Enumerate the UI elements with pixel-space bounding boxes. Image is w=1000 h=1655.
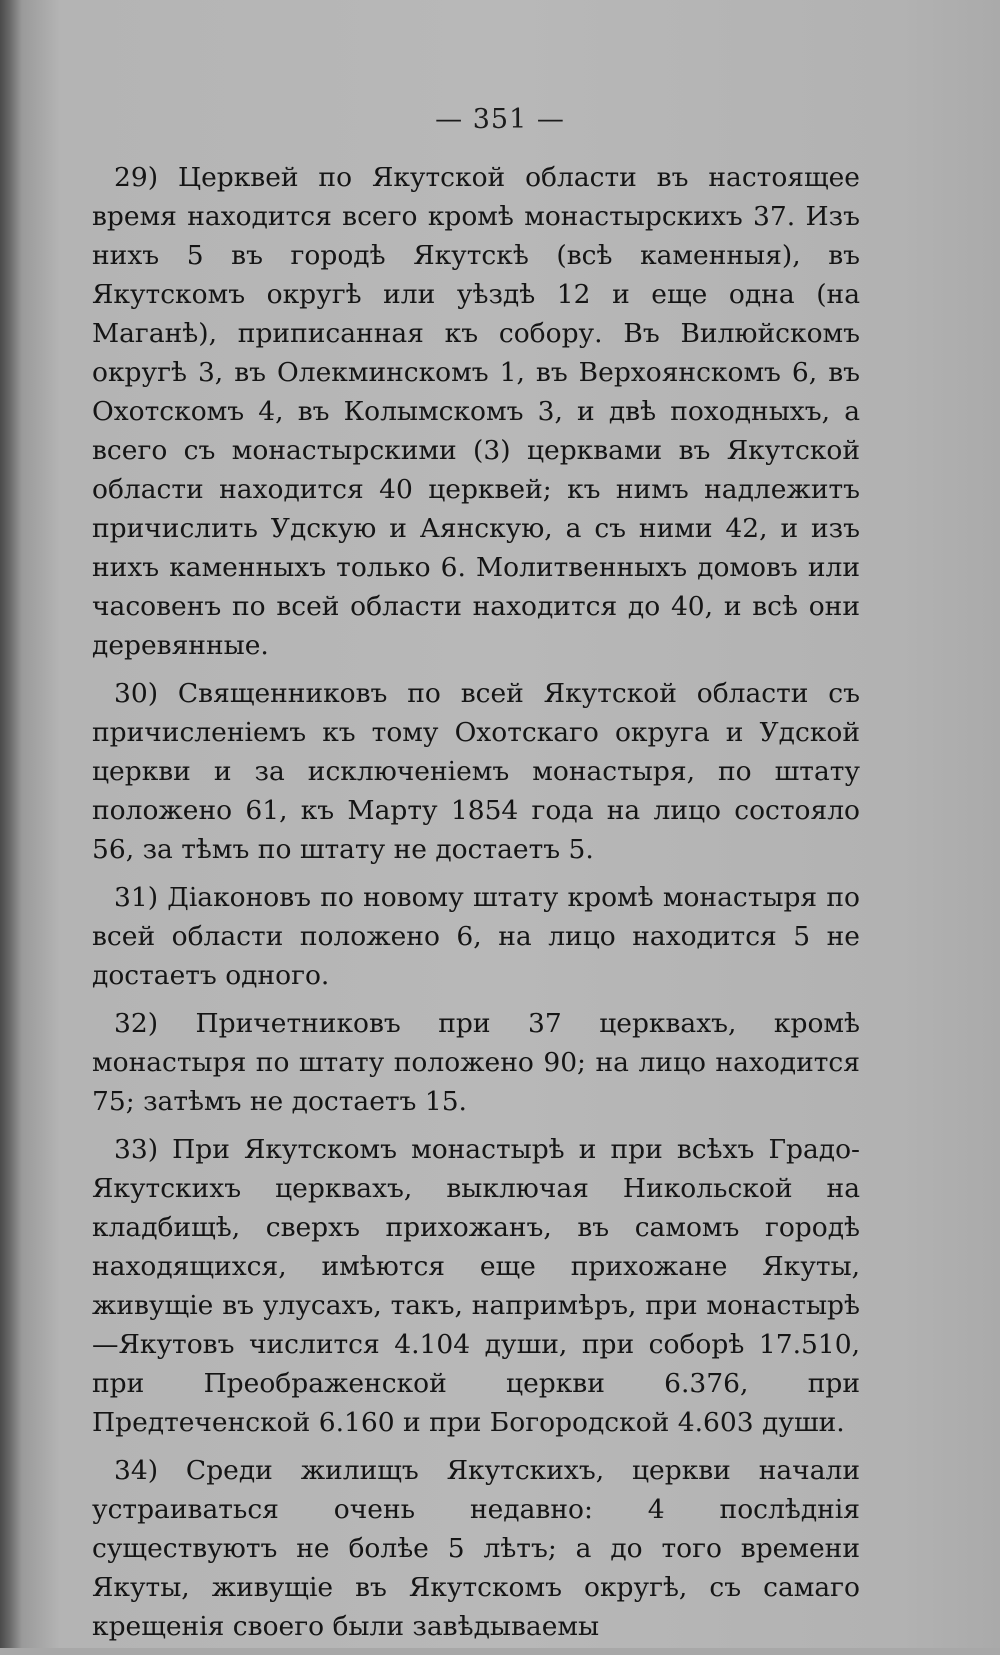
paragraph-30: 30) Священниковъ по всей Якутской области съ причисленіемъ къ тому Охотскаго округа и Удской церкви и за исключеніемъ монастыря, по штату положено 61, къ Марту 1854 года на лицо состояло 56, за тѣмъ по штату не достаетъ 5. [92,678,860,865]
paragraph-31: 31) Діаконовъ по новому штату кромѣ монастыря по всей области положено 6, на лицо находится 5 не достаетъ одного. [92,882,860,991]
page-number: — 351 — [435,104,565,135]
paragraph-32: 32) Причетниковъ при 37 церквахъ, кромѣ монастыря по штату положено 90; на лицо находится 75; затѣмъ не достаетъ 15. [92,1008,860,1117]
paragraph-33: 33) При Якутскомъ монастырѣ и при всѣхъ Градо-Якутскихъ церквахъ, выключая Никольской на кладбищѣ, сверхъ прихожанъ, въ самомъ городѣ находящихся, имѣются еще прихожане Якуты, живущіе въ улусахъ, такъ, напримѣръ, при монастырѣ—Якутовъ числится 4.104 души, при соборѣ 17.510, при Преображенской церкви 6.376, при Предтеченской 6.160 и при Богородской 4.603 души. [92,1134,860,1438]
paragraph-34: 34) Среди жилищъ Якутскихъ, церкви начали устраиваться очень недавно: 4 послѣднія существуютъ не болѣе 5 лѣтъ; а до того времени Якуты, живущіе въ Якутскомъ округѣ, съ самаго крещенія своего были завѣдываемы [92,1455,860,1642]
body-text [92,158,860,1655]
paragraph-29: 29) Церквей по Якутской области въ настоящее время находится всего кромѣ монастырскихъ 37. Изъ нихъ 5 въ городѣ Якутскѣ (всѣ каменныя), въ Якутскомъ округѣ или уѣздѣ 12 и еще одна (на Маганѣ), приписанная къ собору. Въ Вилюйскомъ округѣ 3, въ Олекминскомъ 1, въ Верхоянскомъ 6, въ Охотскомъ 4, въ Колымскомъ 3, и двѣ походныхъ, а всего съ монастырскими (3) церквами въ Якутской области находится 40 церквей; къ нимъ надлежитъ причислить Удскую и Аянскую, а съ ними 42, и изъ нихъ каменныхъ только 6. Молитвенныхъ домовъ или часовенъ по всей области находится до 40, и всѣ они деревянные. [92,162,860,661]
